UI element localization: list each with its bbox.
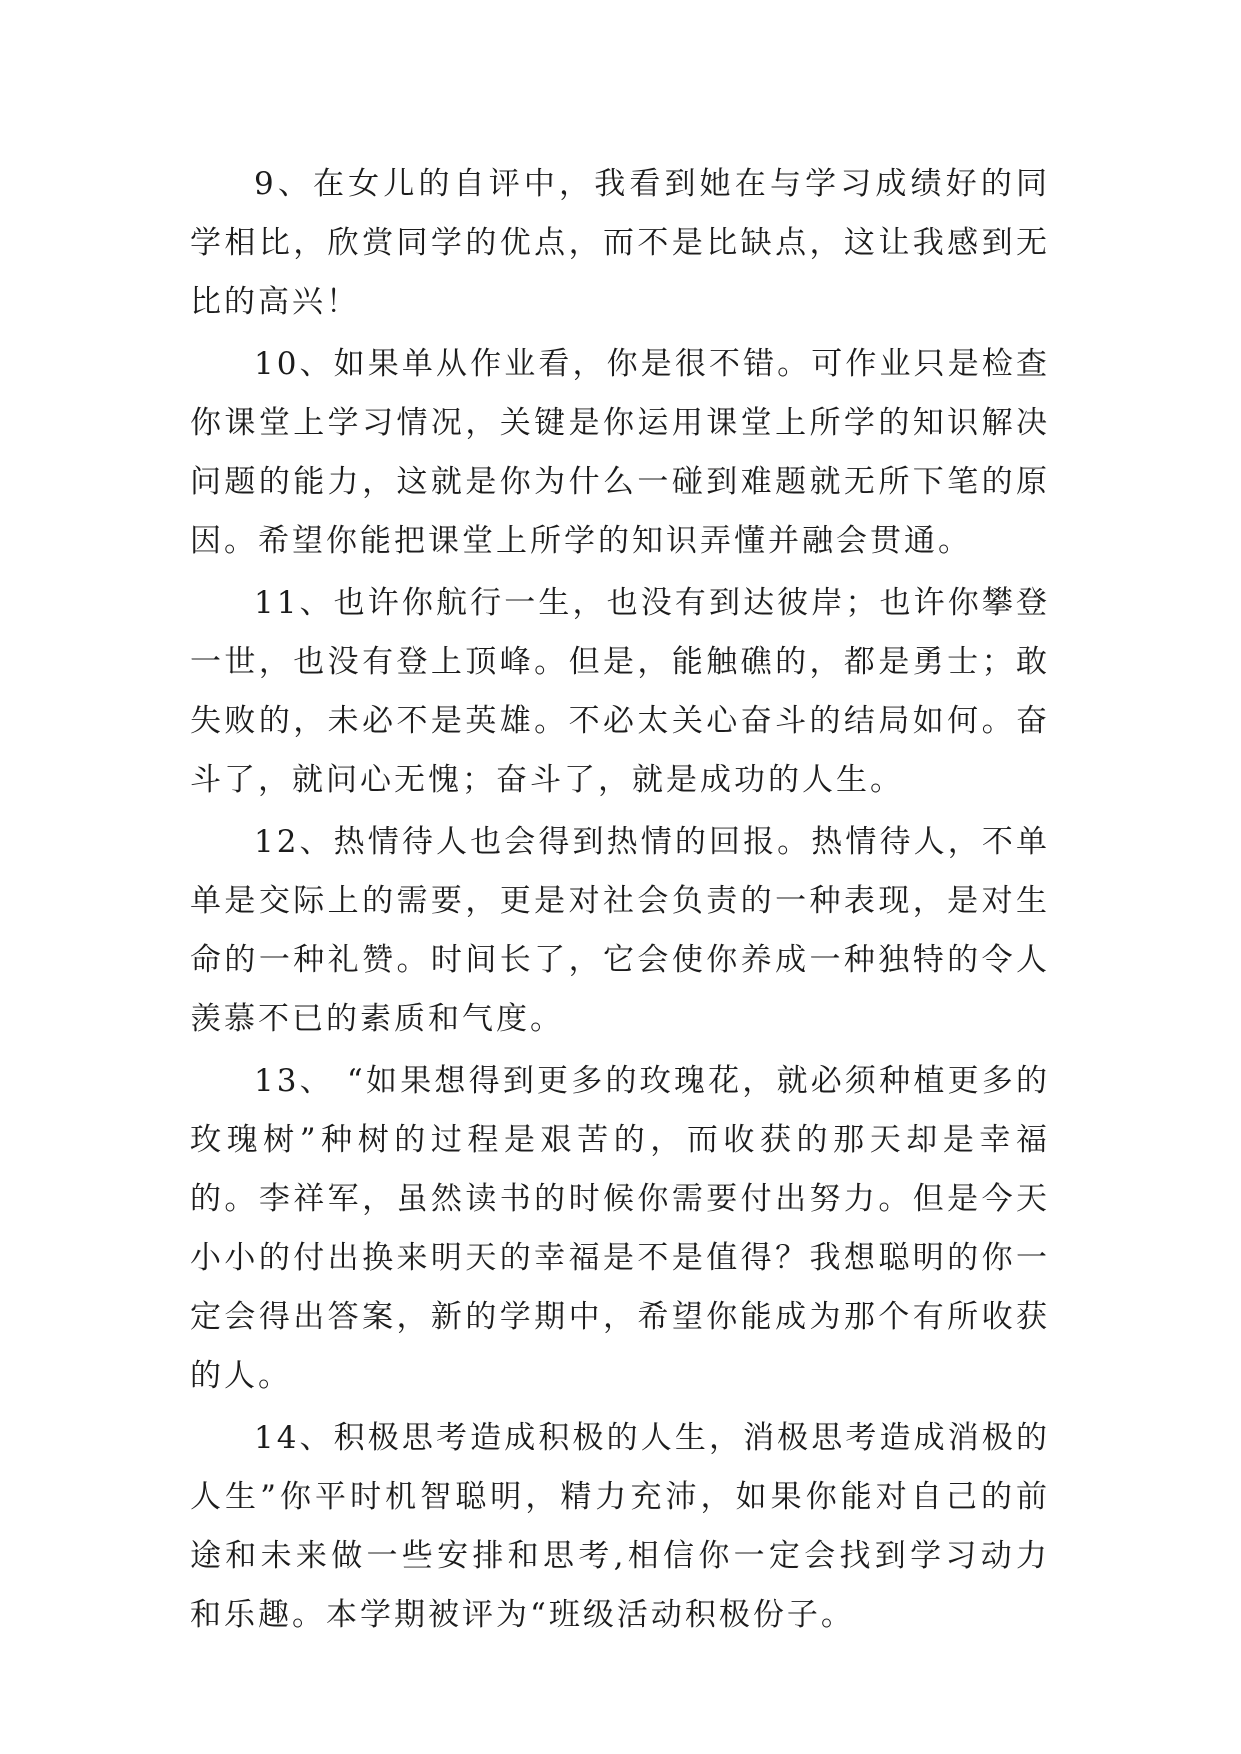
paragraph-9: 9、在女儿的自评中，我看到她在与学习成绩好的同学相比，欣赏同学的优点，而不是比缺点，这让我感到无比的高兴！ xyxy=(190,166,1050,320)
document-body xyxy=(190,155,1050,1648)
paragraph-12: 12、热情待人也会得到热情的回报。热情待人，不单单是交际上的需要，更是对社会负责的一种表现，是对生命的一种礼赞。时间长了，它会使你养成一种独特的令人羡慕不已的素质和气度。 xyxy=(190,824,1050,1037)
paragraph-11: 11、也许你航行一生，也没有到达彼岸；也许你攀登一世，也没有登上顶峰。但是，能触礁的，都是勇士；敢失败的，未必不是英雄。不必太关心奋斗的结局如何。奋斗了，就问心无愧；奋斗了，就是成功的人生。 xyxy=(190,585,1050,798)
paragraph-13: 13、 “如果想得到更多的玫瑰花，就必须种植更多的玫瑰树”种树的过程是艰苦的，而收获的那天却是幸福的。李祥军，虽然读书的时候你需要付出努力。但是今天小小的付出换来明天的幸福是不是值得？我想聪明的你一定会得出答案，新的学期中，希望你能成为那个有所收获的人。 xyxy=(190,1063,1050,1394)
paragraph-10: 10、如果单从作业看，你是很不错。可作业只是检查你课堂上学习情况，关键是你运用课堂上所学的知识解决问题的能力，这就是你为什么一碰到难题就无所下笔的原因。希望你能把课堂上所学的知识弄懂并融会贯通。 xyxy=(190,346,1050,559)
paragraph-14: 14、积极思考造成积极的人生，消极思考造成消极的人生”你平时机智聪明，精力充沛，如果你能对自己的前途和未来做一些安排和思考,相信你一定会找到学习动力和乐趣。本学期被评为“班级活动积极份子。 xyxy=(190,1420,1050,1633)
